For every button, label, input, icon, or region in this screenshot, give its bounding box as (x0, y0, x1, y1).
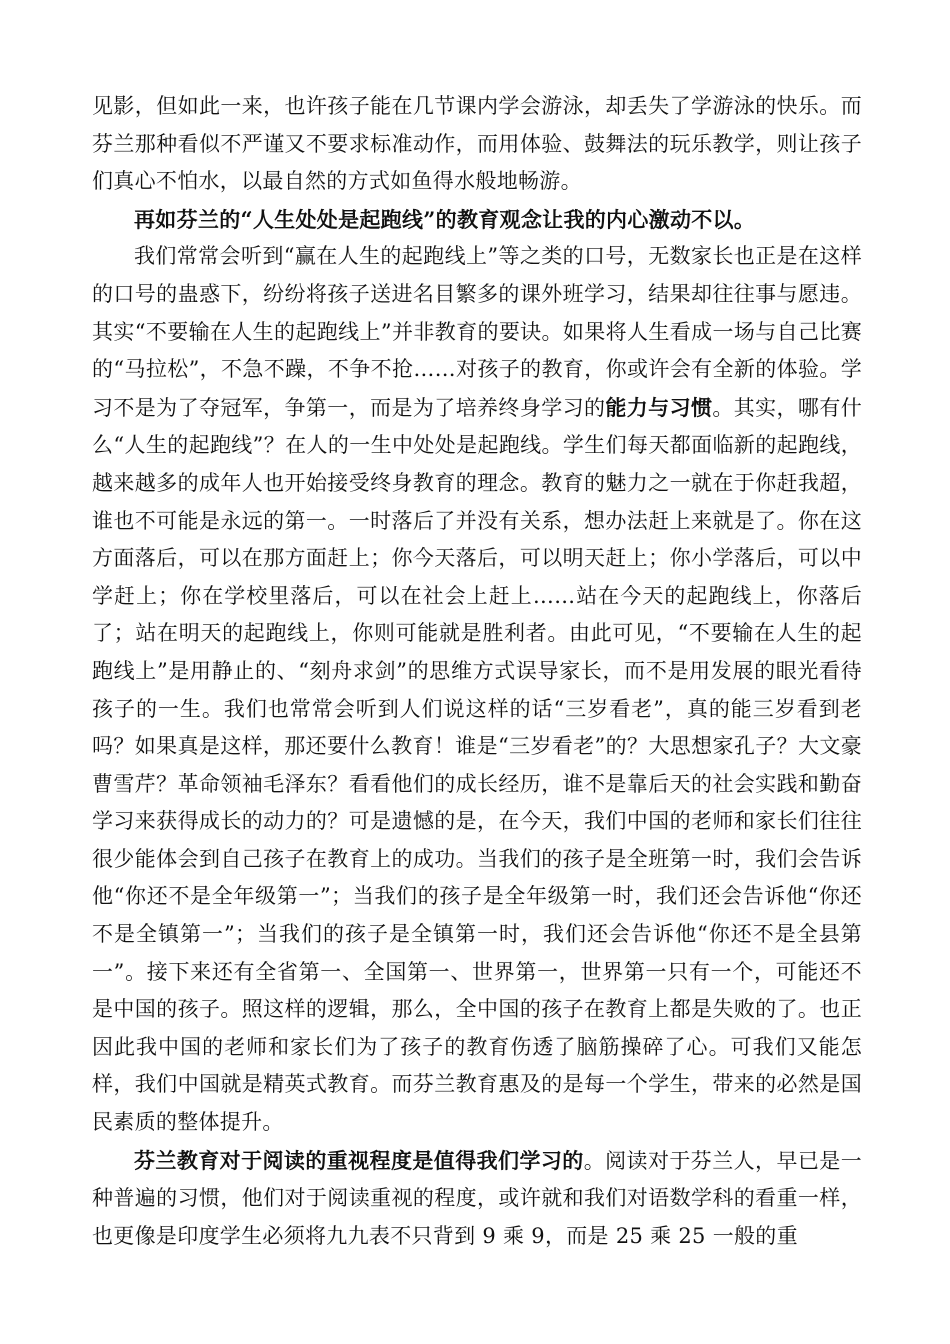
document-body (92, 88, 862, 1255)
heading-starting-line: 再如芬兰的“人生处处是起跑线”的教育观念让我的内心激动不以。 (134, 206, 756, 232)
paragraph-starting-line (92, 238, 862, 1141)
bold-ability-habit: 能力与习惯 (605, 394, 713, 420)
paragraph-text: 我们常常会听到“赢在人生的起跑线上”等之类的口号，无数家长也正是在这样的口号的蛊惑下，纷纷将孩子送进名目繁多的课外班学习，结果却往往事与愿违。其实“不要输在人生的起跑线上”并非教育的要诀。如果将人生看成一场与自己比赛的“马拉松”，不急不躁，不争不抢……对孩子的教育，你或许会有全新的体验。学习不是为了夺冠军，争第一，而是为了培养终身学习的 (92, 244, 862, 420)
bold-reading-lead: 芬兰教育对于阅读的重视程度是值得我们学习的 (134, 1147, 584, 1173)
paragraph-text: 。阅读对于芬兰人，早已是一种普遍的习惯，他们对于阅读重视的程度，或许就和我们对语数学科的看重一样，也更像是印度学生必须将九九表不只背到 9 乘 9，而是 25 乘 25 一般的重 (92, 1148, 862, 1248)
paragraph-reading (92, 1142, 862, 1256)
paragraph-text: 。其实，哪有什么“人生的起跑线”？在人的一生中处处是起跑线。学生们每天都面临新的起跑线，越来越多的成年人也开始接受终身教育的理念。教育的魅力之一就在于你赶我超，谁也不可能是永远的第一。一时落后了并没有关系，想办法赶上来就是了。你在这方面落后，可以在那方面赶上；你今天落后，可以明天赶上；你小学落后，可以中学赶上；你在学校里落后，可以在社会上赶上……站在今天的起跑线上，你落后了；站在明天的起跑线上，你则可能就是胜利者。由此可见，“不要输在人生的起跑线上”是用静止的、“刻舟求剑”的思维方式误导家长，而不是用发展的眼光看待孩子的一生。我们也常常会听到人们说这样的话“三岁看老”，真的能三岁看到老吗？如果真是这样，那还要什么教育！谁是“三岁看老”的？大思想家孔子？大文豪曹雪芹？革命领袖毛泽东？看看他们的成长经历，谁不是靠后天的社会实践和勤奋学习来获得成长的动力的？可是遗憾的是，在今天，我们中国的老师和家长们往往很少能体会到自己孩子在教育上的成功。当我们的孩子是全班第一时，我们会告诉他“你还不是全年级第一”；当我们的孩子是全年级第一时，我们还会告诉他“你还不是全镇第一”；当我们的孩子是全镇第一时，我们还会告诉他“你还不是全县第一”。接下来还有全省第一、全国第一、世界第一，世界第一只有一个，可能还不是中国的孩子。照这样的逻辑，那么，全中国的孩子在教育上都是失败的了。也正因此我中国的老师和家长们为了孩子的教育伤透了脑筋操碎了心。可我们又能怎样，我们中国就是精英式教育。而芬兰教育惠及的是每一个学生，带来的必然是国民素质的整体提升。 (92, 395, 863, 1135)
paragraph-swimming: 见影，但如此一来，也许孩子能在几节课内学会游泳，却丢失了学游泳的快乐。而芬兰那种看似不严谨又不要求标准动作，而用体验、鼓舞法的玩乐教学，则让孩子们真心不怕水，以最自然的方式如鱼得水般地畅游。 (92, 94, 862, 194)
